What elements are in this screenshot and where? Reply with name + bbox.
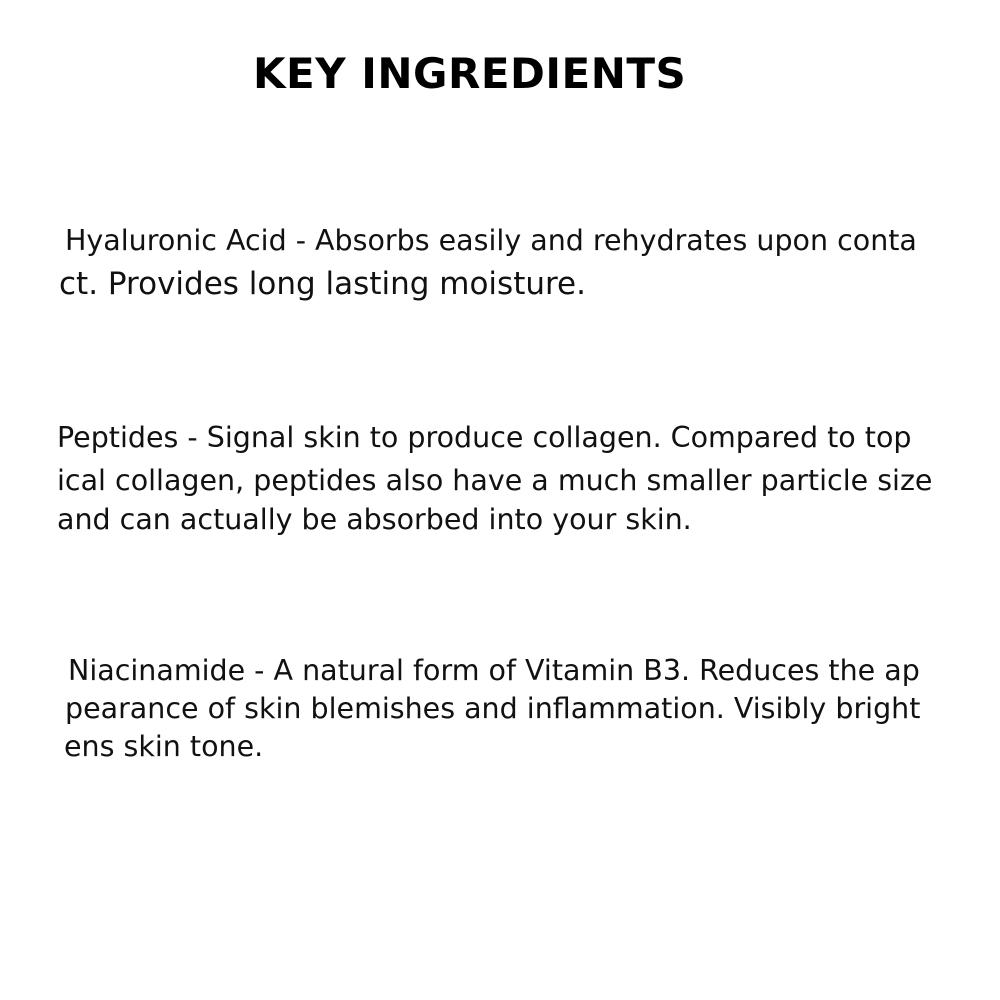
ingredient-text-line: Niacinamide - A natural form of Vitamin B3. Reduces the ap <box>68 654 920 687</box>
page-title: KEY INGREDIENTS <box>253 49 687 98</box>
ingredient-text-line: ct. Provides long lasting moisture. <box>59 266 586 302</box>
ingredient-text-line: ens skin tone. <box>64 730 264 763</box>
ingredient-text-line: Hyaluronic Acid - Absorbs easily and rehydrates upon conta <box>65 224 917 257</box>
ingredient-text-line: and can actually be absorbed into your skin. <box>57 503 692 536</box>
ingredient-text-line: pearance of skin blemishes and inflammation. Visibly bright <box>65 692 921 725</box>
ingredient-text-line: Peptides - Signal skin to produce collagen. Compared to top <box>57 421 912 454</box>
ingredient-text-line: ical collagen, peptides also have a much smaller particle size <box>57 464 933 497</box>
